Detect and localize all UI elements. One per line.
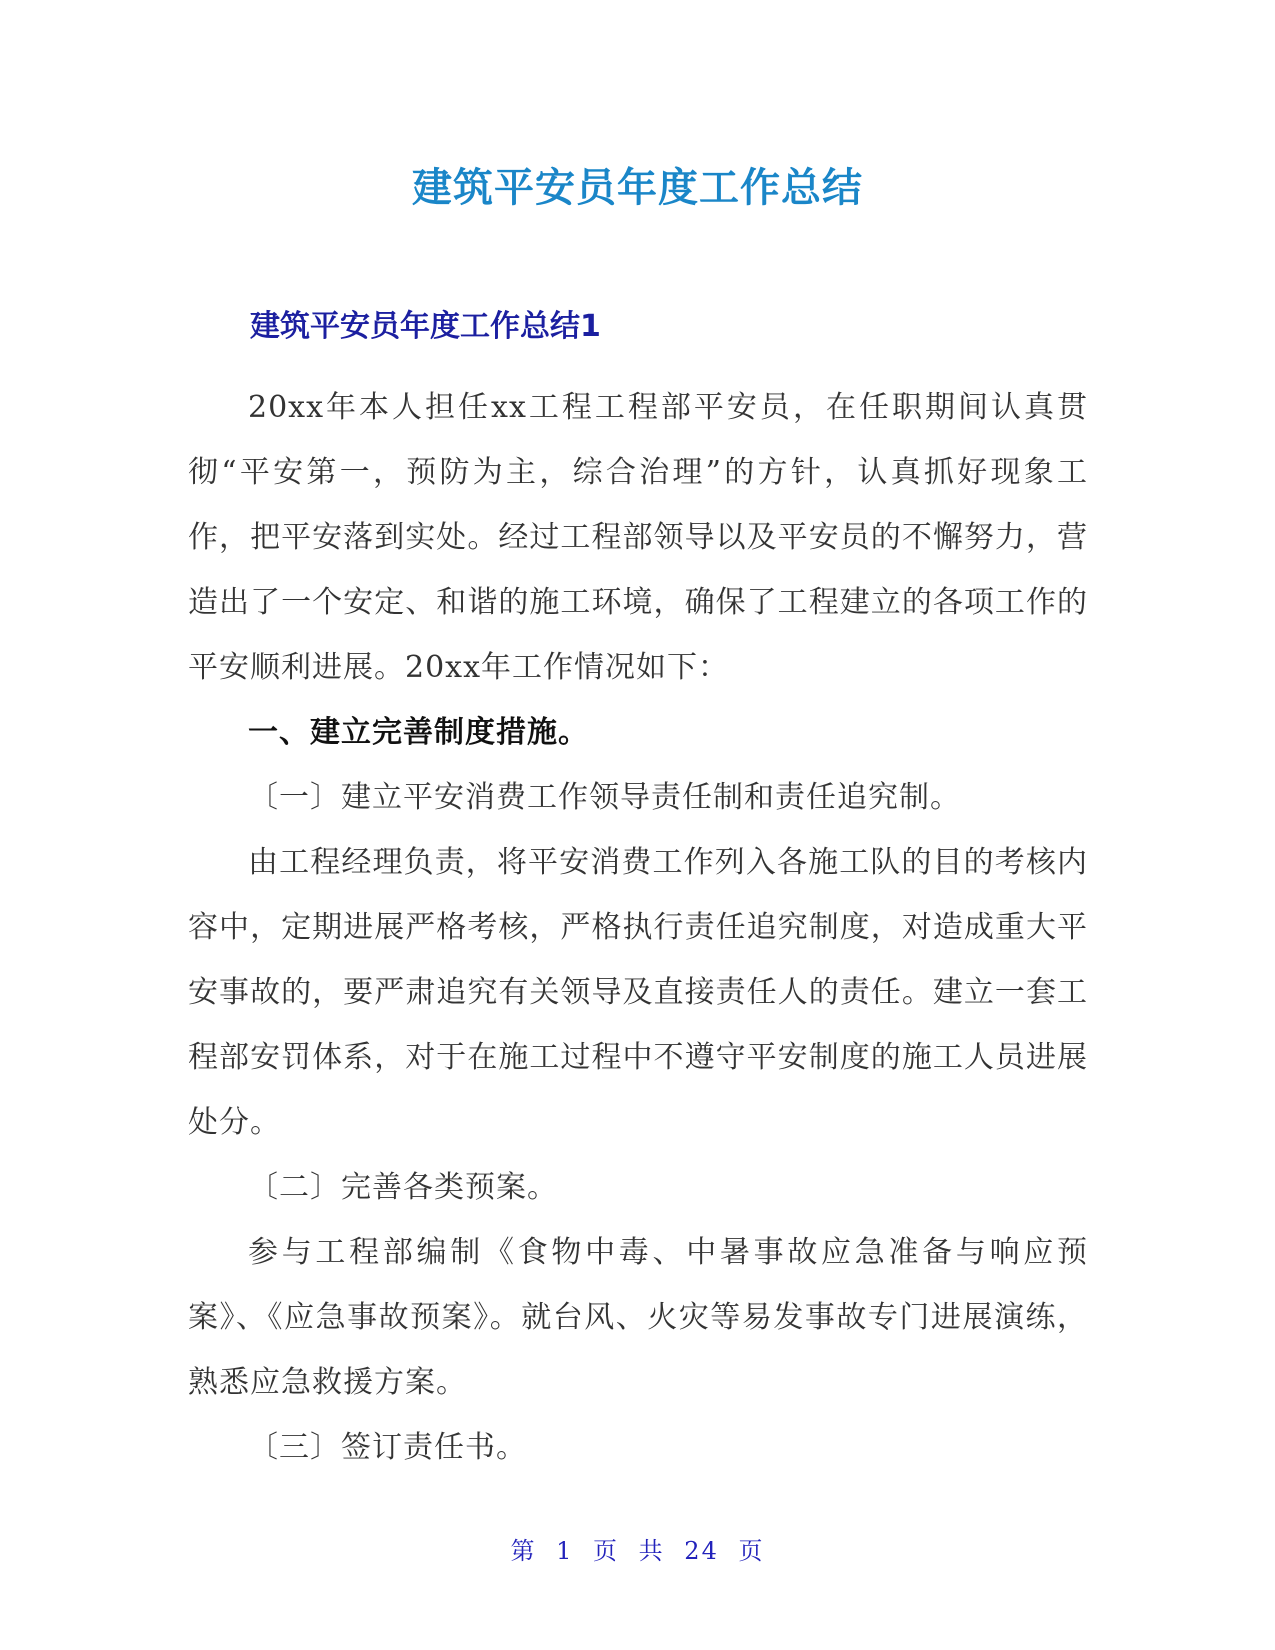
page-footer: 第 1 页 共 24 页 (510, 1537, 765, 1565)
paragraph-intro: 20xx年本人担任xx工程工程部平安员，在任职期间认真贯彻“平安第一，预防为主，综合治理”的方针，认真抓好现象工作，把平安落到实处。经过工程部领导以及平安员的不懈努力，营造出了一个安定、和谐的施工环境，确保了工程建立的各项工作的平安顺利进展。20xx年工作情况如下： (188, 390, 1088, 685)
paragraph-emergency-plans: 参与工程部编制《食物中毒、中暑事故应急准备与响应预案》、《应急事故预案》。就台风、火灾等易发事故专门进展演练，熟悉应急救援方案。 (188, 1235, 1088, 1400)
subheading-responsibility-system: 〔一〕建立平安消费工作领导责任制和责任追究制。 (248, 780, 961, 815)
heading-establish-measures: 一、建立完善制度措施。 (248, 715, 589, 750)
document-body (188, 375, 1088, 1480)
paragraph-responsibility: 由工程经理负责，将平安消费工作列入各施工队的目的考核内容中，定期进展严格考核，严格执行责任追究制度，对造成重大平安事故的，要严肃追究有关领导及直接责任人的责任。建立一套工程部安罚体系，对于在施工过程中不遵守平安制度的施工人员进展处分。 (188, 845, 1088, 1140)
subheading-responsibility-letter: 〔三〕签订责任书。 (248, 1430, 527, 1465)
section-title: 建筑平安员年度工作总结1 (250, 309, 601, 344)
subheading-emergency-plans: 〔二〕完善各类预案。 (248, 1170, 558, 1205)
document-title: 建筑平安员年度工作总结 (412, 165, 863, 211)
